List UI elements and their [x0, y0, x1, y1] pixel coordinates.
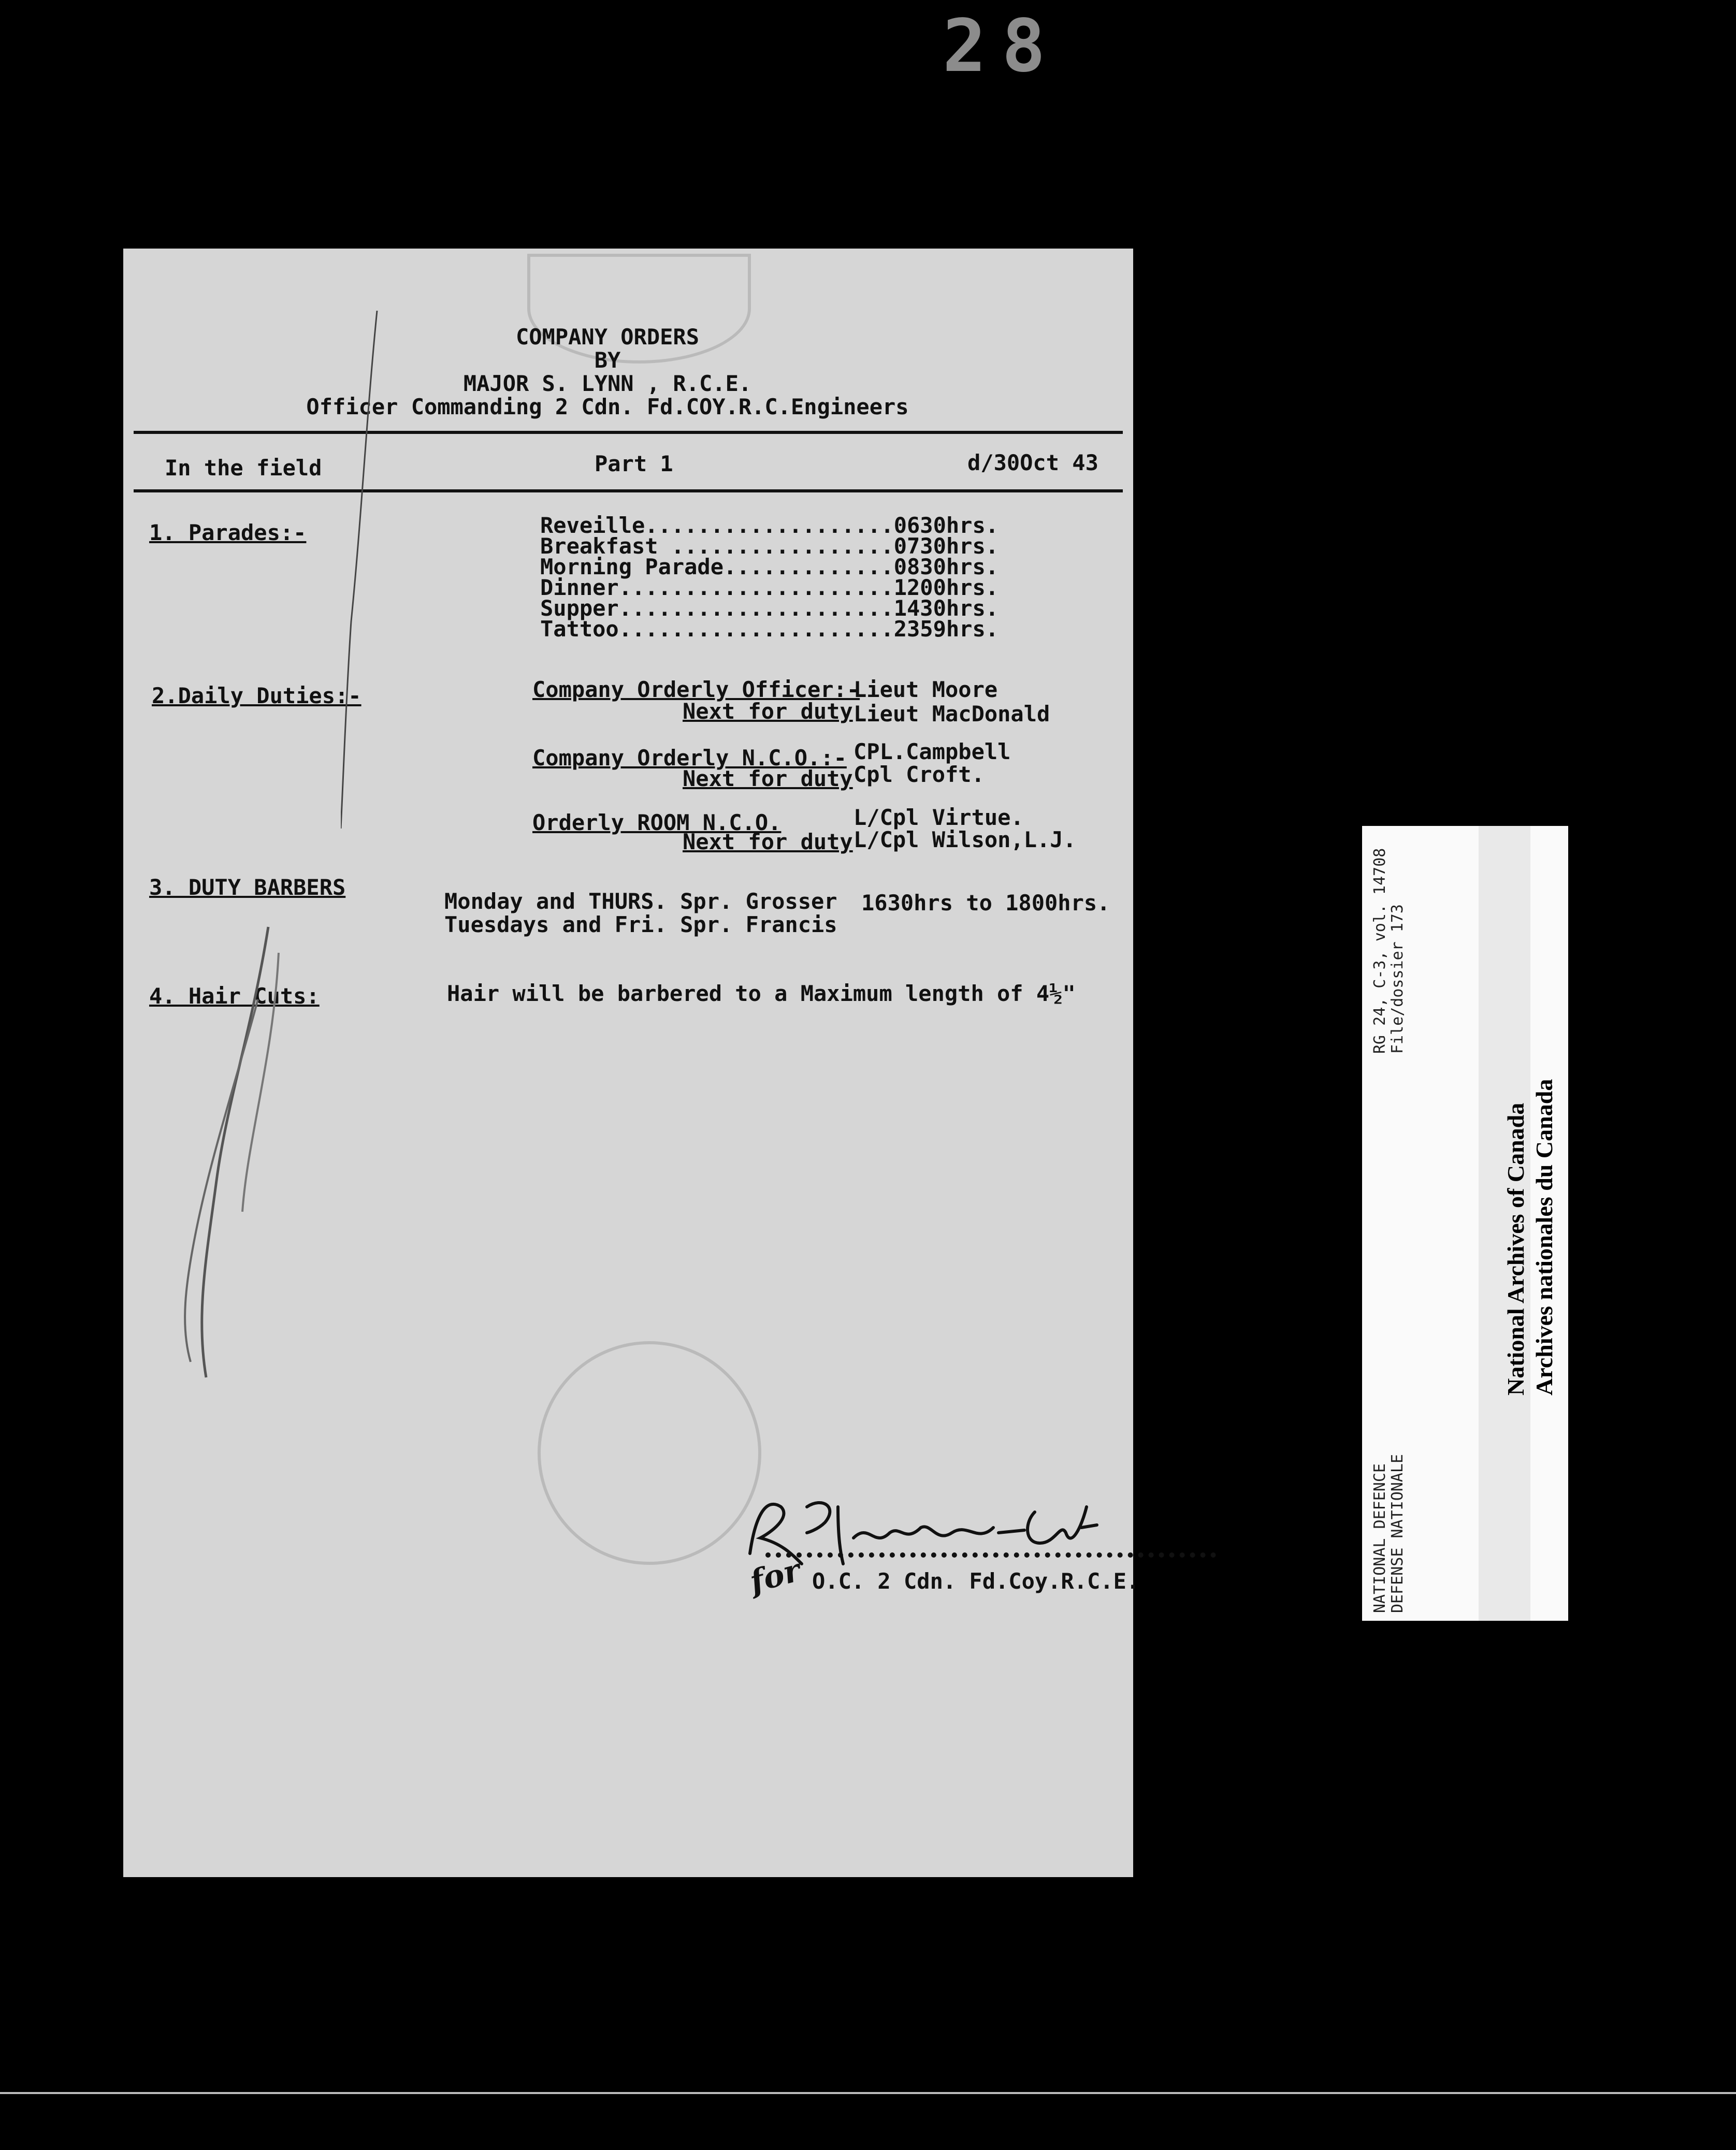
duty-role: Orderly ROOM N.C.O.: [532, 810, 782, 835]
duty-name: L/Cpl Wilson,L.J.: [853, 827, 1076, 852]
reference-line-1: RG 24, C-3, vol. 14708: [1371, 848, 1389, 1054]
defence-line-2: DEFENSE NATIONALE: [1388, 1454, 1407, 1613]
section-duty-barbers-heading: 3. DUTY BARBERS: [149, 875, 346, 900]
film-edge-line: [0, 2092, 1736, 2094]
signature-title: O.C. 2 Cdn. Fd.Coy.R.C.E.: [812, 1568, 1140, 1594]
list-item: Dinner.....................1200hrs.: [540, 575, 999, 600]
order-date: d/30Oct 43: [967, 450, 1098, 475]
margin-scribble: [165, 922, 299, 1388]
duty-role: Company Orderly Officer:-: [532, 677, 860, 702]
document-page: [123, 249, 1140, 1877]
archives-name-fr: Archives nationales du Canada: [1531, 1079, 1557, 1396]
part-label: Part 1: [595, 451, 673, 476]
list-item: Breakfast .................0730hrs.: [540, 533, 999, 559]
signature-prefix: for: [746, 1552, 804, 1601]
archives-name-en: National Archives of Canada: [1502, 1102, 1529, 1396]
duty-name: L/Cpl Virtue.: [853, 805, 1024, 830]
reference-line-2: File/dossier 173: [1388, 904, 1407, 1054]
list-item: Morning Parade.............0830hrs.: [540, 554, 999, 579]
orders-by: BY: [594, 347, 621, 373]
margin-line: [341, 311, 382, 829]
header-rule-bottom: [134, 489, 1123, 492]
list-item: Tattoo.....................2359hrs.: [540, 616, 999, 642]
barbers-line-1: Monday and THURS. Spr. Grosser: [444, 889, 837, 914]
duty-name: CPL.Campbell: [853, 739, 1011, 764]
header-rule-top: [134, 431, 1123, 434]
microfilm-frame-number: 28: [943, 4, 1061, 89]
archive-label-card: [1362, 826, 1568, 1621]
list-item: Supper.....................1430hrs.: [540, 595, 999, 621]
signature-dotted-line: [765, 1552, 1216, 1558]
section-hair-cuts-heading: 4. Hair Cuts:: [149, 983, 320, 1009]
barbers-hours: 1630hrs to 1800hrs.: [861, 890, 1110, 916]
orders-title: COMPANY ORDERS: [515, 324, 699, 350]
duty-role: Next for duty: [683, 699, 853, 724]
duty-role: Next for duty: [683, 766, 853, 791]
defence-line-1: NATIONAL DEFENCE: [1371, 1463, 1389, 1613]
orders-commander: MAJOR S. LYNN , R.C.E.: [463, 371, 752, 396]
faint-stamp-bottom: [538, 1341, 761, 1565]
section-daily-duties-heading: 2.Daily Duties:-: [152, 683, 361, 708]
duty-name: Lieut MacDonald: [853, 701, 1050, 727]
hair-cuts-text: Hair will be barbered to a Maximum length of 4½": [447, 981, 1076, 1006]
section-parades-heading: 1. Parades:-: [149, 520, 307, 545]
barbers-line-2: Tuesdays and Fri. Spr. Francis: [444, 912, 837, 937]
orders-unit: Officer Commanding 2 Cdn. Fd.COY.R.C.Engineers: [306, 394, 909, 419]
parades-list: [540, 515, 999, 640]
duty-name: Cpl Croft.: [853, 762, 985, 787]
duty-role: Company Orderly N.C.O.:-: [532, 745, 847, 771]
list-item: Reveille...................0630hrs.: [540, 513, 999, 538]
duty-role: Next for duty: [683, 829, 853, 854]
location-label: In the field: [165, 455, 322, 481]
duty-name: Lieut Moore: [853, 677, 998, 702]
